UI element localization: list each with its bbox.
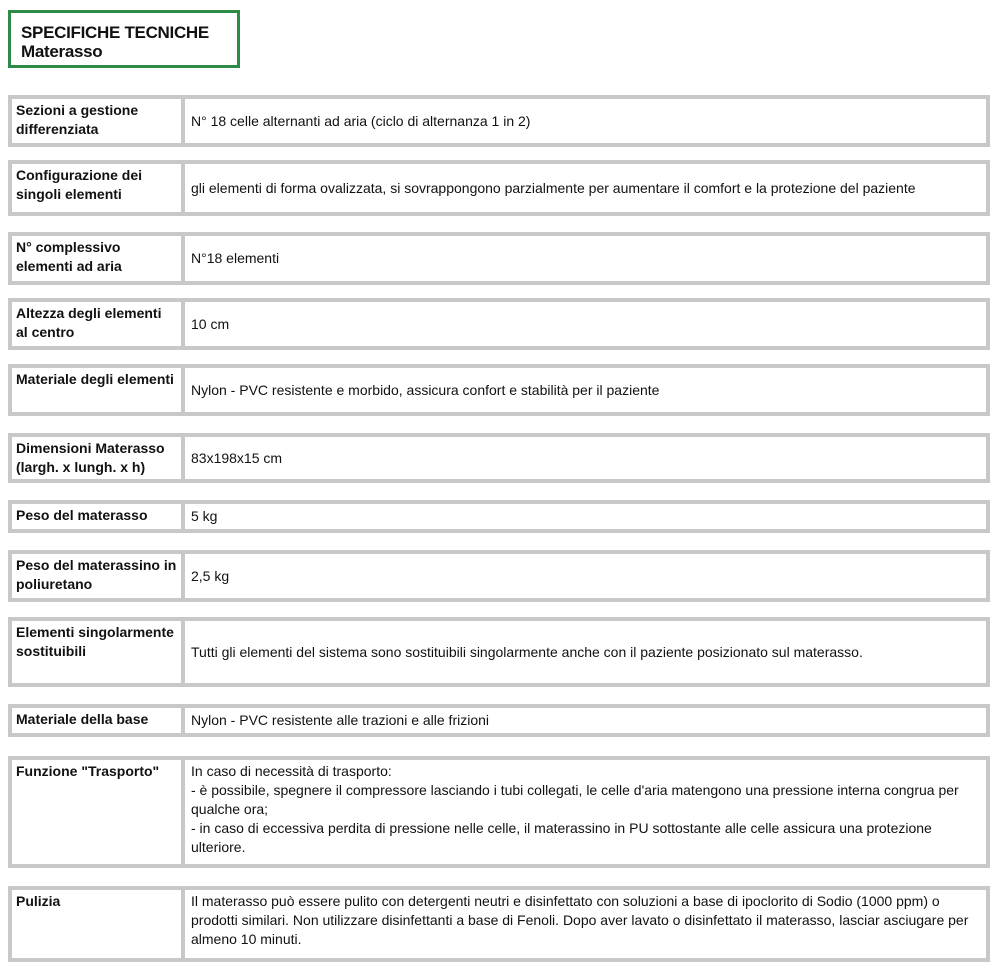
spec-value: Il materasso può essere pulito con detergenti neutri e disinfettato con soluzioni a base di ipoclorito di Sodio (1000 ppm) o prodotti similari. Non utilizzare disinfettanti a base di Fenoli. Dopo aver lavato o disinfettato il materasso, lasciar asciugare per almeno 10 minuti. (185, 890, 986, 958)
spec-row-altezza (8, 298, 990, 350)
spec-label: Peso del materasso (12, 504, 181, 529)
spec-row-elementi-aria (8, 232, 990, 285)
spec-label: Materiale della base (12, 708, 181, 733)
spec-row-pulizia (8, 886, 990, 962)
spec-value: 83x198x15 cm (185, 437, 986, 479)
spec-value-line: - è possibile, spegnere il compressore lasciando i tubi collegati, le celle d'aria matengono una pressione interna congrua per qualche ora; (191, 782, 959, 817)
spec-label: Peso del materassino in poliuretano (12, 554, 181, 598)
spec-label: Altezza degli elementi al centro (12, 302, 181, 346)
spec-value: gli elementi di forma ovalizzata, si sovrappongono parzialmente per aumentare il comfort e la protezione del paziente (185, 164, 986, 212)
spec-value-line: In caso di necessità di trasporto: (191, 763, 392, 779)
spec-header (8, 10, 240, 68)
spec-value: N° 18 celle alternanti ad aria (ciclo di alternanza 1 in 2) (185, 99, 986, 143)
header-title: SPECIFICHE TECNICHE (21, 23, 209, 42)
spec-value: Nylon - PVC resistente alle trazioni e alle frizioni (185, 708, 986, 733)
spec-label: Materiale degli elementi (12, 368, 181, 412)
spec-row-materiale-base (8, 704, 990, 737)
header-subtitle: Materasso (21, 42, 103, 61)
spec-row-trasporto (8, 756, 990, 868)
spec-value: 10 cm (185, 302, 986, 346)
spec-value: 5 kg (185, 504, 986, 529)
spec-value: N°18 elementi (185, 236, 986, 281)
spec-row-peso-materassino (8, 550, 990, 602)
spec-row-sostituibili (8, 617, 990, 687)
spec-label: N° complessivo elementi ad aria (12, 236, 181, 281)
spec-row-dimensioni (8, 433, 990, 483)
spec-label: Pulizia (12, 890, 181, 958)
spec-value: Tutti gli elementi del sistema sono sostituibili singolarmente anche con il paziente posizionato sul materasso. (185, 621, 986, 683)
spec-row-peso-materasso (8, 500, 990, 533)
spec-row-configurazione (8, 160, 990, 216)
spec-value: 2,5 kg (185, 554, 986, 598)
spec-label: Elementi singolarmente sostituibili (12, 621, 181, 683)
spec-value-line: - in caso di eccessiva perdita di pressione nelle celle, il materassino in PU sottostante alle celle assicura una protezione ulteriore. (191, 820, 932, 855)
spec-value: Nylon - PVC resistente e morbido, assicura confort e stabilità per il paziente (185, 368, 986, 412)
spec-value (185, 760, 986, 864)
spec-label: Dimensioni Materasso (largh. x lungh. x h) (12, 437, 181, 479)
spec-label: Configurazione dei singoli elementi (12, 164, 181, 212)
spec-row-sezioni (8, 95, 990, 147)
spec-row-materiale-elementi (8, 364, 990, 416)
spec-label: Funzione "Trasporto" (12, 760, 181, 864)
spec-label: Sezioni a gestione differenziata (12, 99, 181, 143)
